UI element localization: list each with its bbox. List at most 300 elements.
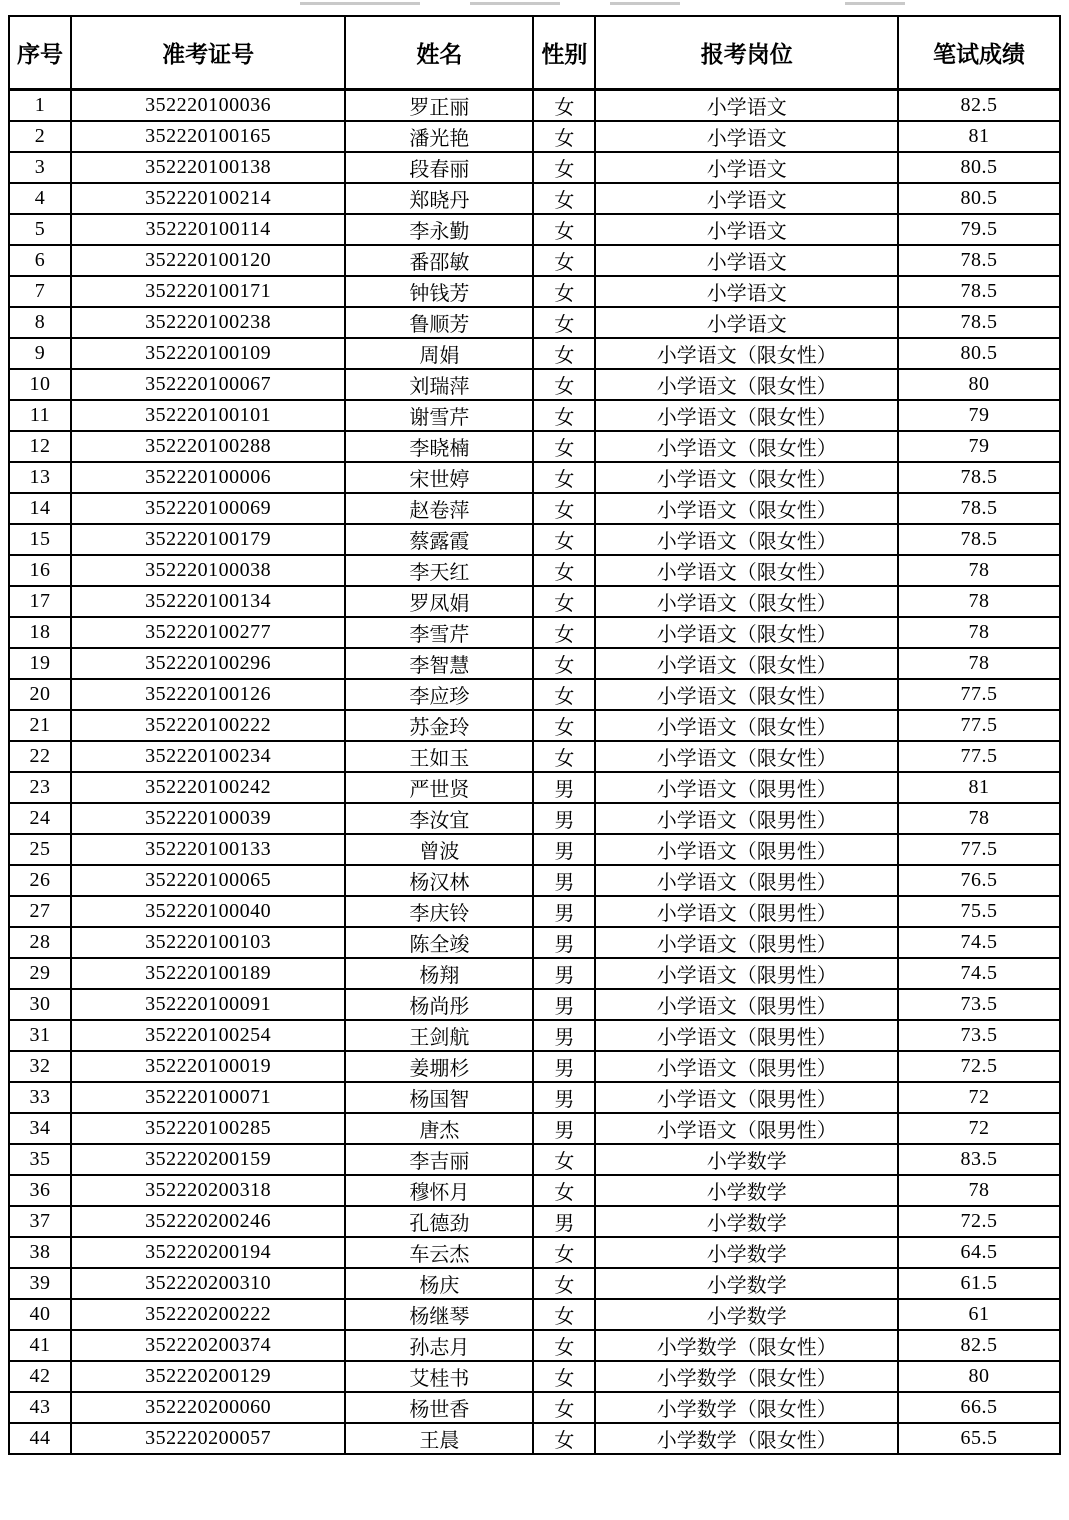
- cell-gender: 男: [533, 865, 595, 896]
- cell-seq: 33: [9, 1082, 71, 1113]
- cell-gender: 女: [533, 1423, 595, 1454]
- cell-position: 小学数学（限女性）: [595, 1392, 898, 1423]
- cell-seq: 14: [9, 493, 71, 524]
- cell-name: 杨尚彤: [345, 989, 533, 1020]
- cell-name: 穆怀月: [345, 1175, 533, 1206]
- cell-gender: 男: [533, 1020, 595, 1051]
- cell-score: 80.5: [898, 152, 1060, 183]
- cell-seq: 20: [9, 679, 71, 710]
- cell-id: 352220200374: [71, 1330, 345, 1361]
- cell-gender: 女: [533, 648, 595, 679]
- cell-position: 小学语文（限男性）: [595, 989, 898, 1020]
- cell-name: 李永勤: [345, 214, 533, 245]
- cell-name: 钟钱芳: [345, 276, 533, 307]
- cell-seq: 36: [9, 1175, 71, 1206]
- cell-gender: 女: [533, 1175, 595, 1206]
- cell-seq: 6: [9, 245, 71, 276]
- table-row: [9, 1268, 1060, 1299]
- table-row: [9, 1206, 1060, 1237]
- cell-gender: 女: [533, 90, 595, 122]
- cell-gender: 女: [533, 214, 595, 245]
- cell-name: 李应珍: [345, 679, 533, 710]
- cell-position: 小学数学: [595, 1144, 898, 1175]
- cell-score: 82.5: [898, 90, 1060, 122]
- cell-position: 小学语文（限女性）: [595, 493, 898, 524]
- cell-score: 72: [898, 1113, 1060, 1144]
- cell-score: 78.5: [898, 462, 1060, 493]
- cell-position: 小学语文: [595, 276, 898, 307]
- cell-id: 352220100222: [71, 710, 345, 741]
- cell-seq: 19: [9, 648, 71, 679]
- cell-name: 王剑航: [345, 1020, 533, 1051]
- cell-id: 352220100101: [71, 400, 345, 431]
- cell-id: 352220200318: [71, 1175, 345, 1206]
- table-row: [9, 152, 1060, 183]
- table-row: [9, 214, 1060, 245]
- cell-seq: 32: [9, 1051, 71, 1082]
- cell-gender: 女: [533, 121, 595, 152]
- table-row: [9, 1423, 1060, 1454]
- header-score: 笔试成绩: [898, 16, 1060, 90]
- cell-score: 80: [898, 1361, 1060, 1392]
- cell-gender: 女: [533, 462, 595, 493]
- table-row: [9, 1330, 1060, 1361]
- cell-gender: 女: [533, 679, 595, 710]
- table-row: [9, 1237, 1060, 1268]
- header-seq: 序号: [9, 16, 71, 90]
- cell-gender: 女: [533, 741, 595, 772]
- cell-id: 352220100036: [71, 90, 345, 122]
- table-row: [9, 400, 1060, 431]
- cell-score: 79.5: [898, 214, 1060, 245]
- cell-score: 75.5: [898, 896, 1060, 927]
- cell-seq: 24: [9, 803, 71, 834]
- cell-gender: 男: [533, 772, 595, 803]
- cell-name: 杨继琴: [345, 1299, 533, 1330]
- cell-position: 小学语文: [595, 183, 898, 214]
- cell-score: 64.5: [898, 1237, 1060, 1268]
- cell-name: 李庆铃: [345, 896, 533, 927]
- cell-score: 74.5: [898, 958, 1060, 989]
- cell-position: 小学语文（限女性）: [595, 400, 898, 431]
- cell-score: 72: [898, 1082, 1060, 1113]
- cell-seq: 44: [9, 1423, 71, 1454]
- cell-seq: 30: [9, 989, 71, 1020]
- table-row: [9, 586, 1060, 617]
- cell-name: 孔德劲: [345, 1206, 533, 1237]
- cell-name: 潘光艳: [345, 121, 533, 152]
- cell-gender: 女: [533, 1361, 595, 1392]
- cell-position: 小学数学: [595, 1299, 898, 1330]
- table-row: [9, 555, 1060, 586]
- cell-id: 352220200060: [71, 1392, 345, 1423]
- table-row: [9, 896, 1060, 927]
- table-row: [9, 276, 1060, 307]
- table-row: [9, 1113, 1060, 1144]
- cell-id: 352220200129: [71, 1361, 345, 1392]
- cell-score: 83.5: [898, 1144, 1060, 1175]
- cell-name: 苏金玲: [345, 710, 533, 741]
- cell-seq: 39: [9, 1268, 71, 1299]
- cell-position: 小学语文: [595, 90, 898, 122]
- table-row: [9, 1082, 1060, 1113]
- table-row: [9, 1175, 1060, 1206]
- cell-position: 小学语文（限女性）: [595, 586, 898, 617]
- cell-seq: 37: [9, 1206, 71, 1237]
- table-row: [9, 741, 1060, 772]
- table-row: [9, 245, 1060, 276]
- cell-position: 小学语文（限男性）: [595, 958, 898, 989]
- cell-id: 352220100071: [71, 1082, 345, 1113]
- cell-gender: 女: [533, 1144, 595, 1175]
- cell-name: 番邵敏: [345, 245, 533, 276]
- cell-seq: 4: [9, 183, 71, 214]
- cell-id: 352220200310: [71, 1268, 345, 1299]
- cell-score: 80.5: [898, 183, 1060, 214]
- cell-seq: 42: [9, 1361, 71, 1392]
- table-row: [9, 183, 1060, 214]
- table-header: [9, 16, 1060, 90]
- table-row: [9, 462, 1060, 493]
- cell-name: 杨翔: [345, 958, 533, 989]
- cell-seq: 16: [9, 555, 71, 586]
- cell-gender: 男: [533, 1206, 595, 1237]
- cell-gender: 女: [533, 245, 595, 276]
- cell-seq: 27: [9, 896, 71, 927]
- cell-position: 小学语文（限男性）: [595, 834, 898, 865]
- exam-results-table: [8, 15, 1061, 1455]
- cell-id: 352220100091: [71, 989, 345, 1020]
- cell-gender: 女: [533, 307, 595, 338]
- cell-score: 73.5: [898, 1020, 1060, 1051]
- cell-gender: 女: [533, 152, 595, 183]
- cell-seq: 23: [9, 772, 71, 803]
- cell-name: 李雪芹: [345, 617, 533, 648]
- cell-score: 81: [898, 121, 1060, 152]
- cell-seq: 11: [9, 400, 71, 431]
- header-row: [9, 16, 1060, 90]
- cell-position: 小学语文: [595, 245, 898, 276]
- cell-gender: 男: [533, 834, 595, 865]
- cell-gender: 女: [533, 431, 595, 462]
- cell-seq: 3: [9, 152, 71, 183]
- cell-gender: 女: [533, 1237, 595, 1268]
- cell-id: 352220100296: [71, 648, 345, 679]
- cell-position: 小学语文（限女性）: [595, 710, 898, 741]
- table-row: [9, 1361, 1060, 1392]
- cell-score: 61.5: [898, 1268, 1060, 1299]
- cell-score: 78.5: [898, 493, 1060, 524]
- cell-score: 80: [898, 369, 1060, 400]
- cell-seq: 12: [9, 431, 71, 462]
- cell-gender: 女: [533, 555, 595, 586]
- cell-position: 小学数学（限女性）: [595, 1423, 898, 1454]
- cell-seq: 18: [9, 617, 71, 648]
- cell-score: 78: [898, 648, 1060, 679]
- cell-position: 小学语文（限男性）: [595, 803, 898, 834]
- cell-seq: 41: [9, 1330, 71, 1361]
- cell-id: 352220100277: [71, 617, 345, 648]
- cell-id: 352220100019: [71, 1051, 345, 1082]
- cell-name: 唐杰: [345, 1113, 533, 1144]
- table-row: [9, 1051, 1060, 1082]
- cell-id: 352220100067: [71, 369, 345, 400]
- cell-id: 352220100238: [71, 307, 345, 338]
- cell-name: 陈全竣: [345, 927, 533, 958]
- table-row: [9, 524, 1060, 555]
- cell-gender: 女: [533, 369, 595, 400]
- cell-gender: 男: [533, 1082, 595, 1113]
- cell-score: 80.5: [898, 338, 1060, 369]
- table-row: [9, 989, 1060, 1020]
- cell-name: 罗凤娟: [345, 586, 533, 617]
- header-name: 姓名: [345, 16, 533, 90]
- cell-id: 352220100126: [71, 679, 345, 710]
- cell-gender: 女: [533, 1299, 595, 1330]
- cell-seq: 43: [9, 1392, 71, 1423]
- cell-score: 77.5: [898, 834, 1060, 865]
- cell-id: 352220100214: [71, 183, 345, 214]
- cell-seq: 8: [9, 307, 71, 338]
- cell-position: 小学数学（限女性）: [595, 1361, 898, 1392]
- cell-id: 352220200057: [71, 1423, 345, 1454]
- cell-score: 78.5: [898, 245, 1060, 276]
- cell-name: 严世贤: [345, 772, 533, 803]
- cell-name: 曾波: [345, 834, 533, 865]
- cell-gender: 女: [533, 1268, 595, 1299]
- header-gender: 性别: [533, 16, 595, 90]
- table-row: [9, 803, 1060, 834]
- cell-score: 78: [898, 617, 1060, 648]
- cell-seq: 22: [9, 741, 71, 772]
- cell-id: 352220100069: [71, 493, 345, 524]
- cell-gender: 女: [533, 276, 595, 307]
- cell-id: 352220100179: [71, 524, 345, 555]
- table-row: [9, 1299, 1060, 1330]
- cell-position: 小学语文（限女性）: [595, 648, 898, 679]
- cell-name: 杨汉林: [345, 865, 533, 896]
- table-row: [9, 369, 1060, 400]
- cell-score: 65.5: [898, 1423, 1060, 1454]
- table-row: [9, 1392, 1060, 1423]
- table-row: [9, 958, 1060, 989]
- table-row: [9, 338, 1060, 369]
- cell-score: 66.5: [898, 1392, 1060, 1423]
- header-exam-id: 准考证号: [71, 16, 345, 90]
- cell-seq: 2: [9, 121, 71, 152]
- table-row: [9, 648, 1060, 679]
- cell-id: 352220100114: [71, 214, 345, 245]
- cell-gender: 女: [533, 183, 595, 214]
- cell-score: 82.5: [898, 1330, 1060, 1361]
- cell-id: 352220100234: [71, 741, 345, 772]
- cell-seq: 1: [9, 90, 71, 122]
- cell-id: 352220100254: [71, 1020, 345, 1051]
- cell-position: 小学数学（限女性）: [595, 1330, 898, 1361]
- cell-seq: 17: [9, 586, 71, 617]
- cell-seq: 29: [9, 958, 71, 989]
- cell-id: 352220100038: [71, 555, 345, 586]
- cell-gender: 男: [533, 1113, 595, 1144]
- cell-seq: 10: [9, 369, 71, 400]
- table-row: [9, 121, 1060, 152]
- cell-seq: 31: [9, 1020, 71, 1051]
- table-row: [9, 1020, 1060, 1051]
- cell-id: 352220100134: [71, 586, 345, 617]
- cell-position: 小学语文（限男性）: [595, 865, 898, 896]
- cell-position: 小学语文: [595, 152, 898, 183]
- cell-position: 小学数学: [595, 1175, 898, 1206]
- cell-position: 小学语文（限女性）: [595, 338, 898, 369]
- cell-name: 杨国智: [345, 1082, 533, 1113]
- cell-name: 李汝宜: [345, 803, 533, 834]
- cell-score: 72.5: [898, 1206, 1060, 1237]
- cell-position: 小学数学: [595, 1237, 898, 1268]
- cell-id: 352220100285: [71, 1113, 345, 1144]
- cell-seq: 9: [9, 338, 71, 369]
- cell-score: 77.5: [898, 741, 1060, 772]
- cell-id: 352220100103: [71, 927, 345, 958]
- cell-name: 艾桂书: [345, 1361, 533, 1392]
- cell-seq: 21: [9, 710, 71, 741]
- cell-gender: 女: [533, 400, 595, 431]
- cell-seq: 34: [9, 1113, 71, 1144]
- cell-score: 61: [898, 1299, 1060, 1330]
- table-row: [9, 307, 1060, 338]
- cell-name: 鲁顺芳: [345, 307, 533, 338]
- cell-position: 小学数学: [595, 1268, 898, 1299]
- cell-name: 李智慧: [345, 648, 533, 679]
- cell-name: 段春丽: [345, 152, 533, 183]
- cell-name: 姜堋杉: [345, 1051, 533, 1082]
- cell-gender: 男: [533, 803, 595, 834]
- cell-gender: 女: [533, 338, 595, 369]
- cell-name: 蔡露霞: [345, 524, 533, 555]
- cell-position: 小学语文（限男性）: [595, 896, 898, 927]
- cell-score: 74.5: [898, 927, 1060, 958]
- cell-score: 78.5: [898, 276, 1060, 307]
- results-table-body: [9, 90, 1060, 1455]
- cell-position: 小学语文（限女性）: [595, 555, 898, 586]
- cell-position: 小学语文（限男性）: [595, 1020, 898, 1051]
- cell-score: 78: [898, 803, 1060, 834]
- cell-gender: 女: [533, 617, 595, 648]
- cell-seq: 26: [9, 865, 71, 896]
- cell-position: 小学数学: [595, 1206, 898, 1237]
- table-row: [9, 710, 1060, 741]
- cell-name: 王晨: [345, 1423, 533, 1454]
- table-row: [9, 927, 1060, 958]
- cell-position: 小学语文: [595, 121, 898, 152]
- cell-seq: 13: [9, 462, 71, 493]
- cell-id: 352220100138: [71, 152, 345, 183]
- table-row: [9, 834, 1060, 865]
- cell-score: 73.5: [898, 989, 1060, 1020]
- cell-gender: 女: [533, 710, 595, 741]
- cell-score: 79: [898, 400, 1060, 431]
- cell-name: 赵卷萍: [345, 493, 533, 524]
- cell-gender: 男: [533, 1051, 595, 1082]
- table-row: [9, 493, 1060, 524]
- cell-gender: 男: [533, 927, 595, 958]
- cell-position: 小学语文（限女性）: [595, 679, 898, 710]
- cell-gender: 男: [533, 958, 595, 989]
- cell-position: 小学语文（限女性）: [595, 369, 898, 400]
- cell-position: 小学语文（限女性）: [595, 431, 898, 462]
- cell-score: 78: [898, 555, 1060, 586]
- cell-seq: 15: [9, 524, 71, 555]
- cell-id: 352220200222: [71, 1299, 345, 1330]
- cell-seq: 7: [9, 276, 71, 307]
- cell-position: 小学语文: [595, 214, 898, 245]
- cell-gender: 女: [533, 1392, 595, 1423]
- cell-name: 王如玉: [345, 741, 533, 772]
- cell-id: 352220100288: [71, 431, 345, 462]
- cell-score: 76.5: [898, 865, 1060, 896]
- cell-position: 小学语文（限男性）: [595, 772, 898, 803]
- cell-name: 刘瑞萍: [345, 369, 533, 400]
- cell-seq: 40: [9, 1299, 71, 1330]
- cell-id: 352220100242: [71, 772, 345, 803]
- table-row: [9, 865, 1060, 896]
- cell-name: 车云杰: [345, 1237, 533, 1268]
- cell-seq: 28: [9, 927, 71, 958]
- cell-name: 杨庆: [345, 1268, 533, 1299]
- table-row: [9, 617, 1060, 648]
- cell-score: 78: [898, 1175, 1060, 1206]
- cell-id: 352220200246: [71, 1206, 345, 1237]
- cell-name: 宋世婷: [345, 462, 533, 493]
- cell-seq: 25: [9, 834, 71, 865]
- cell-name: 周娟: [345, 338, 533, 369]
- table-row: [9, 679, 1060, 710]
- cell-name: 罗正丽: [345, 90, 533, 122]
- cell-gender: 女: [533, 493, 595, 524]
- cell-seq: 38: [9, 1237, 71, 1268]
- cell-id: 352220100109: [71, 338, 345, 369]
- cell-position: 小学语文（限男性）: [595, 1082, 898, 1113]
- cell-id: 352220100165: [71, 121, 345, 152]
- cell-name: 郑晓丹: [345, 183, 533, 214]
- cell-id: 352220100189: [71, 958, 345, 989]
- cell-score: 78.5: [898, 524, 1060, 555]
- cell-gender: 女: [533, 1330, 595, 1361]
- cell-id: 352220100040: [71, 896, 345, 927]
- cell-gender: 女: [533, 586, 595, 617]
- cell-name: 李天红: [345, 555, 533, 586]
- cell-name: 杨世香: [345, 1392, 533, 1423]
- table-row: [9, 90, 1060, 122]
- cell-position: 小学语文: [595, 307, 898, 338]
- cell-position: 小学语文（限女性）: [595, 617, 898, 648]
- cell-gender: 男: [533, 896, 595, 927]
- cell-id: 352220200194: [71, 1237, 345, 1268]
- cell-position: 小学语文（限男性）: [595, 927, 898, 958]
- cell-id: 352220100006: [71, 462, 345, 493]
- cell-score: 78.5: [898, 307, 1060, 338]
- cell-id: 352220200159: [71, 1144, 345, 1175]
- cell-name: 李吉丽: [345, 1144, 533, 1175]
- cell-score: 77.5: [898, 710, 1060, 741]
- cell-position: 小学语文（限女性）: [595, 462, 898, 493]
- cell-name: 李晓楠: [345, 431, 533, 462]
- header-position: 报考岗位: [595, 16, 898, 90]
- cell-seq: 35: [9, 1144, 71, 1175]
- cell-position: 小学语文（限男性）: [595, 1051, 898, 1082]
- cell-gender: 男: [533, 989, 595, 1020]
- cropped-title-remnant: [0, 0, 1069, 10]
- cell-position: 小学语文（限女性）: [595, 741, 898, 772]
